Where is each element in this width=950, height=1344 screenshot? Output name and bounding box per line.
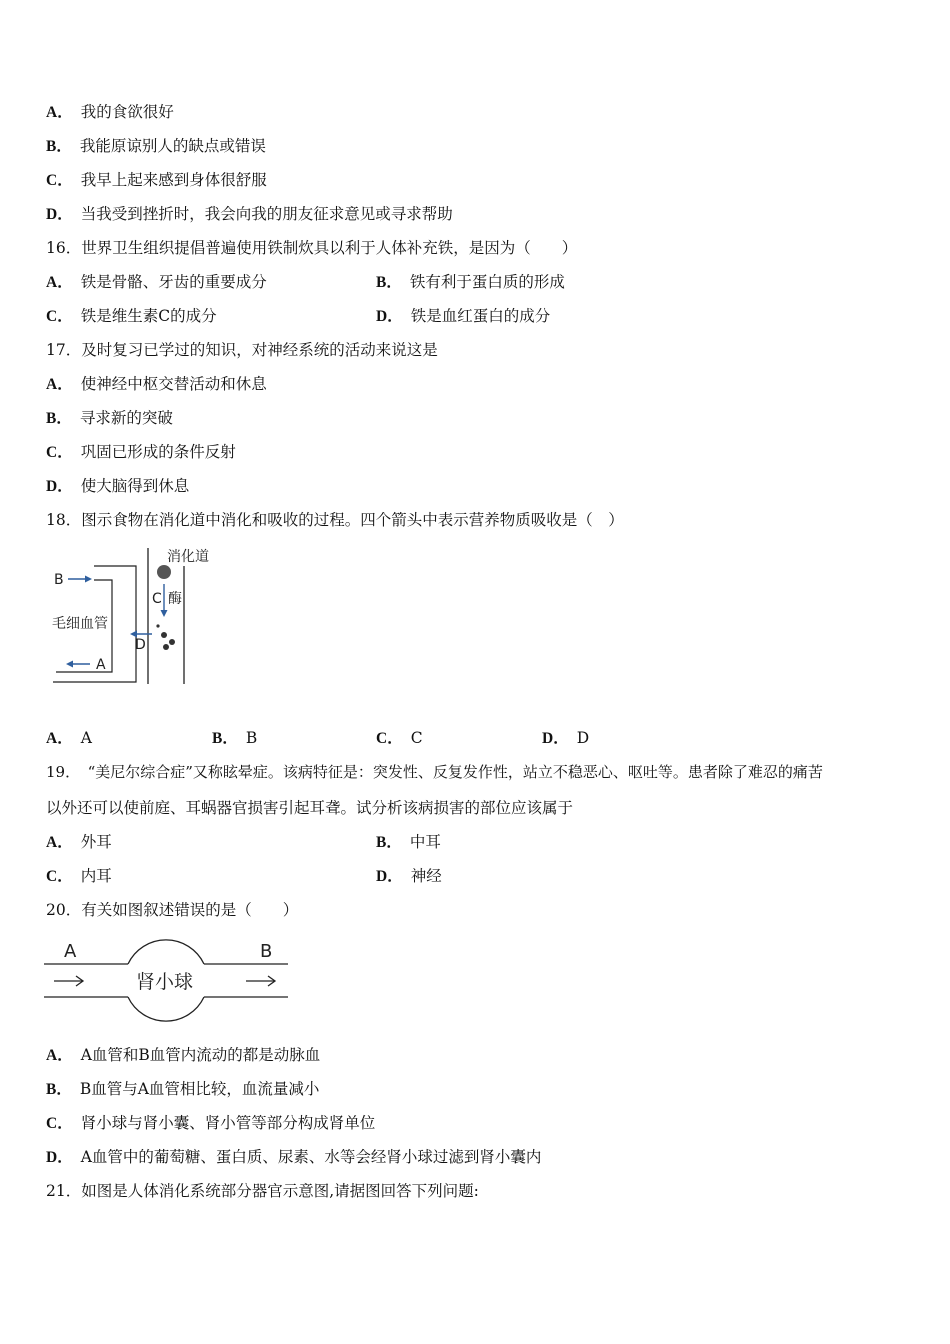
q21-stem: 21．如图是人体消化系统部分器官示意图,请据图回答下列问题: [46,1182,479,1200]
arrow-a-label: A [96,657,106,673]
nutrient-dot [169,639,175,645]
q16-option-c: C． 铁是维生素C的成分 [46,307,217,325]
vessel-a-label: A [64,941,77,962]
q17-option-d: D． 使大脑得到休息 [46,477,190,495]
q18-stem: 18．图示食物在消化道中消化和吸收的过程。四个箭头中表示营养物质吸收是（ ） [46,511,624,529]
q15-option-d: D． 当我受到挫折时，我会向我的朋友征求意见或寻求帮助 [46,205,453,223]
arrow-a-head [66,661,73,668]
glomerulus-label: 肾小球 [136,971,194,993]
q19-option-c: C． 内耳 [46,867,112,885]
q18-option-c: C． C [376,729,423,747]
q15-option-a: A． 我的食欲很好 [46,103,174,121]
q17-option-c: C． 巩固已形成的条件反射 [46,443,236,461]
nutrient-dot [161,632,167,638]
arrow-b-head [85,576,92,583]
nutrient-dot [163,644,169,650]
q20-option-a: A． A血管和B血管内流动的都是动脉血 [46,1046,321,1064]
q19-option-b: B． 中耳 [376,833,441,851]
glomerulus-bottom-arc [128,997,204,1021]
q15-option-c: C． 我早上起来感到身体很舒服 [46,171,267,189]
q18-option-d: D． D [542,729,590,747]
q20-stem: 20．有关如图叙述错误的是（ ） [46,901,299,919]
q18-option-b: B． B [212,729,258,747]
q19-stem-line-1: 19． “美尼尔综合症”又称眩晕症。该病特征是：突发性、反复发作性，站立不稳恶心、呕吐等。患者除了难忍的痛苦 [46,763,823,781]
enzyme-label: 酶 [168,591,182,607]
q20-option-b: B． B血管与A血管相比较，血流量减小 [46,1080,320,1098]
q19-option-a: A． 外耳 [46,833,112,851]
q16-option-a: A． 铁是骨骼、牙齿的重要成分 [46,273,267,291]
capillary-label: 毛细血管 [52,616,108,632]
vessel-b-label: B [260,941,273,962]
q18-option-a: A． A [46,729,92,747]
q17-option-b: B． 寻求新的突破 [46,409,173,427]
food-particle [157,565,171,579]
arrow-c-label: C [152,591,162,607]
q19-option-d: D． 神经 [376,867,442,885]
q19-stem-line-2: 以外还可以使前庭、耳蜗器官损害引起耳聋。试分析该病损害的部位应该属于 [46,799,574,817]
q16-option-d: D． 铁是血红蛋白的成分 [376,307,551,325]
q16-stem: 16．世界卫生组织提倡普遍使用铁制炊具以利于人体补充铁，是因为（ ） [46,239,578,257]
q16-option-b: B． 铁有利于蛋白质的形成 [376,273,565,291]
glomerulus-figure [44,935,290,1025]
q20-option-c: C． 肾小球与肾小囊、肾小管等部分构成肾单位 [46,1114,376,1132]
digestion-absorption-figure [46,544,236,692]
digestive-tract-label: 消化道 [167,549,209,565]
arrow-c-head [161,610,168,617]
q17-option-a: A． 使神经中枢交替活动和休息 [46,375,267,393]
arrow-b-label: B [54,572,64,588]
q20-option-d: D． A血管中的葡萄糖、蛋白质、尿素、水等会经肾小球过滤到肾小囊内 [46,1148,542,1166]
glomerulus-top-arc [128,940,204,964]
q17-stem: 17．及时复习已学过的知识，对神经系统的活动来说这是 [46,341,438,359]
nutrient-dot [156,624,159,627]
arrow-d-label: D [135,637,146,653]
q15-option-b: B． 我能原谅别人的缺点或错误 [46,137,266,155]
